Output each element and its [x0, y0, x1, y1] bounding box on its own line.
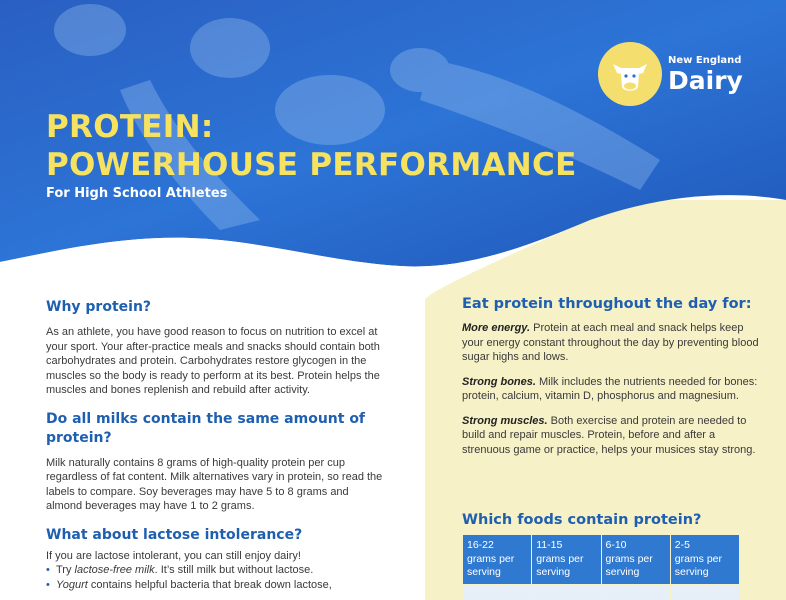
- muscles-paragraph: Strong muscles. Both exercise and protein are needed to build and repair muscles. Protein, before and after a strenuous game or practice, helps your musices stay strong.: [462, 414, 756, 456]
- eat-protein-heading: Eat protein throughout the day for:: [462, 296, 752, 312]
- list-item: • Yogurt contains helpful bacteria that break down lactose,: [46, 578, 386, 593]
- cow-icon: [598, 42, 662, 106]
- table-cell: [532, 584, 601, 600]
- page-subtitle: For High School Athletes: [46, 186, 228, 201]
- right-column: [462, 296, 762, 467]
- brand-line1: New England: [668, 54, 742, 66]
- table-row: [463, 584, 740, 600]
- why-protein-heading: Why protein?: [46, 299, 152, 315]
- brand-line2: Dairy: [668, 65, 743, 95]
- why-protein-text: As an athlete, you have good reason to focus on nutrition to excel at your sport. Your after-practice meals and snacks should contain both carbohydrates and protein. Carbohydrates restore glycogen in the muscles so the body is ready to perform at its best. Protein helps the muscles and bones replenish and rebuild after activity.: [46, 326, 380, 396]
- page-title: [46, 108, 577, 184]
- column-header: 6-10 grams per serving: [601, 535, 670, 585]
- milks-text: Milk naturally contains 8 grams of high-quality protein per cup regardless of fat content. Milk alternatives vary in protein, so read the labels to compare. Soy beverages may have 5 to 8 grams and almond beverages may have 1 to 2 grams.: [46, 456, 383, 512]
- column-header: 16-22 grams per serving: [463, 535, 532, 585]
- table-cell: [463, 584, 532, 600]
- protein-table-title: Which foods contain protein?: [462, 512, 702, 528]
- table-cell: [670, 584, 739, 600]
- list-item: • Try lactose-free milk. It’s still milk but without lactose.: [46, 563, 386, 578]
- bones-paragraph: Strong bones. Milk includes the nutrients needed for bones: protein, calcium, vitamin D, phosphorus and magnesium.: [462, 375, 758, 402]
- brand-name: [668, 56, 743, 93]
- title-line2: POWERHOUSE PERFORMANCE: [46, 147, 577, 183]
- left-column: [46, 298, 386, 592]
- milks-heading: Do all milks contain the same amount of protein?: [46, 410, 366, 446]
- title-line1: PROTEIN:: [46, 109, 214, 145]
- lactose-text: If you are lactose intolerant, you can still enjoy dairy!: [46, 549, 301, 562]
- table-header-row: [463, 535, 740, 585]
- table-cell: [601, 584, 670, 600]
- lactose-heading: What about lactose intolerance?: [46, 526, 303, 543]
- new-england-dairy-logo: [598, 42, 743, 106]
- column-header: 2-5 grams per serving: [670, 535, 739, 585]
- protein-table: [462, 534, 740, 600]
- energy-paragraph: More energy. Protein at each meal and snack helps keep your energy constant throughout the day by preventing blood sugar highs and lows.: [462, 322, 759, 363]
- column-header: 11-15 grams per serving: [532, 535, 601, 585]
- lactose-list: [46, 563, 386, 592]
